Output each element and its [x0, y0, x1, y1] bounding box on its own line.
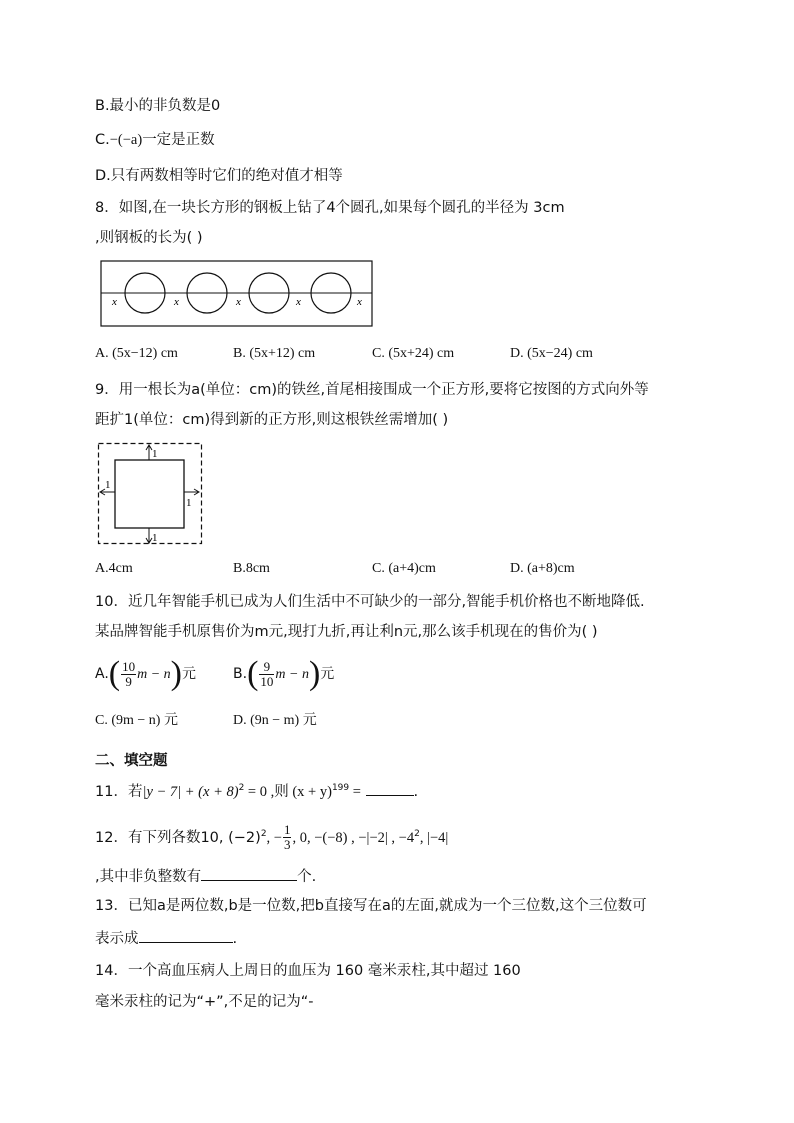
q8-label-x-2: x: [174, 296, 179, 308]
q9-label-bottom: 1: [152, 532, 158, 544]
q12-line2: ,其中非负整数有 个.: [95, 866, 316, 887]
q8-steel-plate-figure: [100, 260, 375, 330]
q9-label-left: 1: [105, 479, 111, 491]
q7-option-c-suffix: 一定是正数: [142, 132, 215, 148]
q9-stem-line2: 距扩1(单位：cm)得到新的正方形,则这根铁丝需增加( ): [95, 412, 449, 428]
q9-label-right: 1: [186, 497, 192, 509]
q14-line1: 14．一个高血压病人上周日的血压为 160 毫米汞柱,其中超过 160: [95, 963, 521, 979]
q10-stem-line1: 10．近几年智能手机已成为人们生活中不可缺少的一部分,智能手机价格也不断地降低.: [95, 594, 645, 610]
q13-line2: 表示成 .: [95, 928, 237, 949]
q10-option-a-label: A.: [95, 666, 109, 682]
q9-square-figure: [97, 442, 205, 546]
q10-option-b-label: B.: [233, 666, 248, 682]
q8-stem-line2: ,则钢板的长为( ): [95, 230, 203, 246]
q13-line1: 13．已知a是两位数,b是一位数,把b直接写在a的左面,就成为一个三位数,这个三位数可: [95, 898, 647, 914]
q9-option-d: D. (a+8)cm: [510, 561, 575, 576]
q9-label-top: 1: [152, 448, 158, 460]
q13-answer-blank[interactable]: [139, 928, 233, 943]
section-2-title: 二、填空题: [95, 753, 168, 769]
q8-label-x-1: x: [112, 296, 117, 308]
q9-option-a: A.4cm: [95, 561, 133, 576]
q10-option-d: D. (9n − m) 元: [233, 713, 317, 728]
q8-option-c: C. (5x+24) cm: [372, 346, 455, 361]
q10-option-c: C. (9m − n) 元: [95, 713, 178, 728]
q8-stem-line1: 8．如图,在一块长方形的钢板上钻了4个圆孔,如果每个圆孔的半径为 3cm: [95, 200, 565, 216]
q9-inner-square: [115, 460, 184, 528]
q9-option-b: B.8cm: [233, 561, 270, 576]
q10-option-b-fraction: $\frac{9}{10}$: [260, 658, 274, 689]
q12-line1: 12．有下列各数10, $(-2)^2$, − $\frac{1}{3}$ , 0, −(−8) , −|−2| , $-4^2$, |−4|: [95, 822, 449, 853]
q12-answer-blank[interactable]: [201, 866, 297, 881]
q11-line: 11．若$|y - 7| + (x + 8)^2 = 0$ ,则 $(x + y)^{199}$ = .: [95, 778, 418, 802]
q9-stem-line1: 9．用一根长为a(单位：cm)的铁丝,首尾相接围成一个正方形,要将它按图的方式向外等: [95, 382, 649, 398]
q8-option-d: D. (5x−24) cm: [510, 346, 593, 361]
q10-option-a-fraction: $\frac{10}{9}$: [122, 658, 136, 689]
q7-option-c-label: C.: [95, 132, 110, 148]
q7-option-b: B.最小的非负数是0: [95, 98, 221, 114]
q7-option-c: [95, 130, 215, 150]
q12-fraction: $\frac{1}{3}$: [283, 822, 291, 853]
q11-answer-blank[interactable]: [366, 781, 414, 796]
q10-option-b: B.( $\frac{9}{10}$ m − n)元: [233, 655, 335, 692]
q8-label-x-4: x: [296, 296, 301, 308]
q8-label-x-5: x: [357, 296, 362, 308]
q10-option-a: A.( $\frac{10}{9}$ m − n)元: [95, 655, 196, 692]
q7-option-d: D.只有两数相等时它们的绝对值才相等: [95, 168, 343, 184]
q9-option-c: C. (a+4)cm: [372, 561, 436, 576]
q14-line2: 毫米汞柱的记为“+”,不足的记为“-: [95, 994, 314, 1010]
q10-stem-line2: 某品牌智能手机原售价为m元,现打九折,再让利n元,那么该手机现在的售价为( ): [95, 624, 598, 640]
q8-option-b: B. (5x+12) cm: [233, 346, 316, 361]
q7-option-c-expr: −(−a): [109, 132, 143, 148]
q8-label-x-3: x: [236, 296, 241, 308]
q8-option-a: A. (5x−12) cm: [95, 346, 178, 361]
